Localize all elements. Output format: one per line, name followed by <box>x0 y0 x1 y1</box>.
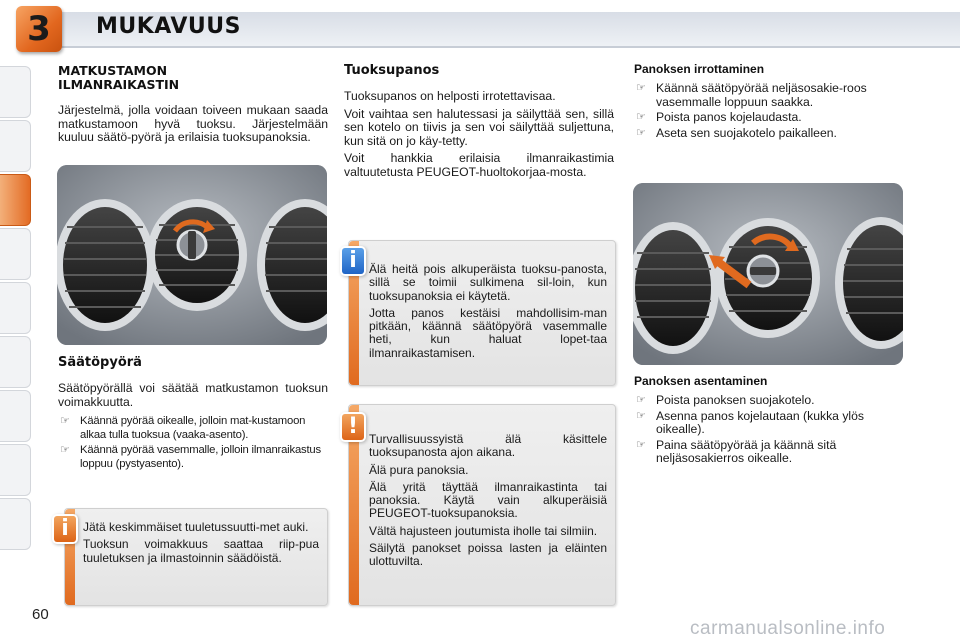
side-tab-8[interactable] <box>0 444 31 496</box>
vent-illustration-wheel <box>57 165 327 345</box>
cartridge-paragraph: Voit vaihtaa sen halutessasi ja säilyttää sen, sillä sen kotelo on tiivis ja sen voi säilyttää suljettuna, kun sitä on jo käy-tetty. <box>344 106 614 148</box>
wheel-section <box>58 355 328 474</box>
warning-paragraph: Älä yritä täyttää ilmanraikastinta tai panoksia. Käytä vain alkuperäisiä PEUGEOT-tuoksupanoksia. <box>369 479 607 521</box>
info-note-cartridge <box>348 240 616 386</box>
column-2 <box>344 63 614 184</box>
warning-paragraph: Säilytä panokset poissa lasten ja eläinten ulottuvilta. <box>369 541 607 569</box>
warning-paragraph: Älä pura panoksia. <box>369 462 469 477</box>
pointing-hand-icon: ☞ <box>60 415 70 428</box>
info-note-vents <box>64 508 328 606</box>
side-tab-9[interactable] <box>0 498 31 550</box>
note-paragraph: Tuoksun voimakkuus saattaa riip-pua tuuletuksen ja ilmastoinnin säädöistä. <box>83 537 319 565</box>
vent-illustration-cartridge <box>633 183 903 365</box>
column-1 <box>58 64 328 149</box>
side-tab-3-active[interactable] <box>0 174 31 226</box>
chapter-number-badge <box>16 6 62 52</box>
note-paragraph: Älä heitä pois alkuperäista tuoksu-panosta, sillä se toimii sulkimena sil-loin, kun tuoksupanoksia ei käytetä. <box>369 262 607 303</box>
install-section <box>634 374 906 468</box>
removal-steps-list <box>634 82 906 140</box>
list-item: ☞ Paina säätöpyörää ja käännä sitä neljäsosakierros oikealle. <box>636 437 837 466</box>
warning-note <box>348 404 616 606</box>
install-steps-list <box>634 394 906 466</box>
wheel-heading: Säätöpyörä <box>58 355 142 370</box>
intro-paragraph: Järjestelmä, jolla voidaan toiveen mukaan saada matkustamoon hyvä tuoksu. Järjestelmään kuuluu säätö-pyörä ja erilaisia tuoksupanoksia. <box>58 103 328 145</box>
pointing-hand-icon: ☞ <box>636 409 646 422</box>
pointing-hand-icon: ☞ <box>636 438 646 451</box>
list-item: ☞ Poista panoksen suojakotelo. <box>636 393 815 407</box>
pointing-hand-icon: ☞ <box>636 111 646 124</box>
warning-paragraph: Turvallisuussyistä älä käsittele tuoksupanosta ajon aikana. <box>369 432 607 460</box>
side-tab-4[interactable] <box>0 228 31 280</box>
pointing-hand-icon: ☞ <box>636 82 646 94</box>
chapter-title: MUKAVUUS <box>96 14 241 39</box>
removal-heading: Panoksen irrottaminen <box>634 62 765 76</box>
cartridge-illustration-graphic <box>633 183 903 365</box>
install-heading: Panoksen asentaminen <box>634 374 768 388</box>
list-item: ☞ Poista panos kojelaudasta. <box>636 110 802 125</box>
info-icon: i <box>54 516 76 542</box>
pointing-hand-icon: ☞ <box>636 126 646 139</box>
cartridge-paragraph: Tuoksupanos on helposti irrotettavisaa. <box>344 89 556 103</box>
section-heading-line2: ILMANRAIKASTIN <box>58 77 180 92</box>
info-icon: i <box>342 248 364 274</box>
list-item: ☞ Käännä pyörää oikealle, jolloin mat-kustamoon alkaa tulla tuoksua (vaaka-asento). <box>60 415 306 441</box>
note-paragraph: Jätä keskimmäiset tuuletussuutti-met auki. <box>83 520 309 534</box>
side-tab-5[interactable] <box>0 282 31 334</box>
side-tab-6[interactable] <box>0 336 31 388</box>
side-tab-7[interactable] <box>0 390 31 442</box>
pointing-hand-icon: ☞ <box>636 394 646 406</box>
page-number: 60 <box>32 606 49 623</box>
list-item: ☞ Asenna panos kojelautaan (kukka ylös oikealle). <box>636 408 864 437</box>
pointing-hand-icon: ☞ <box>60 444 70 457</box>
warning-icon: ! <box>342 414 364 440</box>
side-tab-1[interactable] <box>0 66 31 118</box>
cartridge-heading: Tuoksupanos <box>344 63 440 78</box>
section-heading-line1: MATKUSTAMON <box>58 63 168 78</box>
list-item: ☞ Aseta sen suojakotelo paikalleen. <box>636 125 837 140</box>
watermark: carmanualsonline.info <box>690 618 886 639</box>
list-item: ☞ Käännä pyörää vasemmalle, jolloin ilmanraikastus loppuu (pystyasento). <box>60 444 321 470</box>
vent-illustration-graphic <box>57 165 327 345</box>
note-paragraph: Jotta panos kestäisi mahdollisim-man pitkään, käännä säätöpyörä vasemmalle heti, kun haluat lopet-taa ilmanraikastamisen. <box>369 305 607 360</box>
warning-paragraph: Vältä hajusteen joutumista iholle tai silmiin. <box>369 523 598 538</box>
chapter-number: 3 <box>27 9 51 49</box>
cartridge-paragraph: Voit hankkia erilaisia ilmanraikastimia valtuutetusta PEUGEOT-huoltokorjaa-mosta. <box>344 151 614 179</box>
list-item: ☞ Käännä säätöpyörää neljäsosakie-roos vasemmalle loppuun saakka. <box>636 81 867 109</box>
column-3 <box>634 62 906 142</box>
wheel-instruction-list <box>58 415 328 471</box>
wheel-intro: Säätöpyörällä voi säätää matkustamon tuoksun voimakkuutta. <box>58 381 328 409</box>
side-tab-2[interactable] <box>0 120 31 172</box>
